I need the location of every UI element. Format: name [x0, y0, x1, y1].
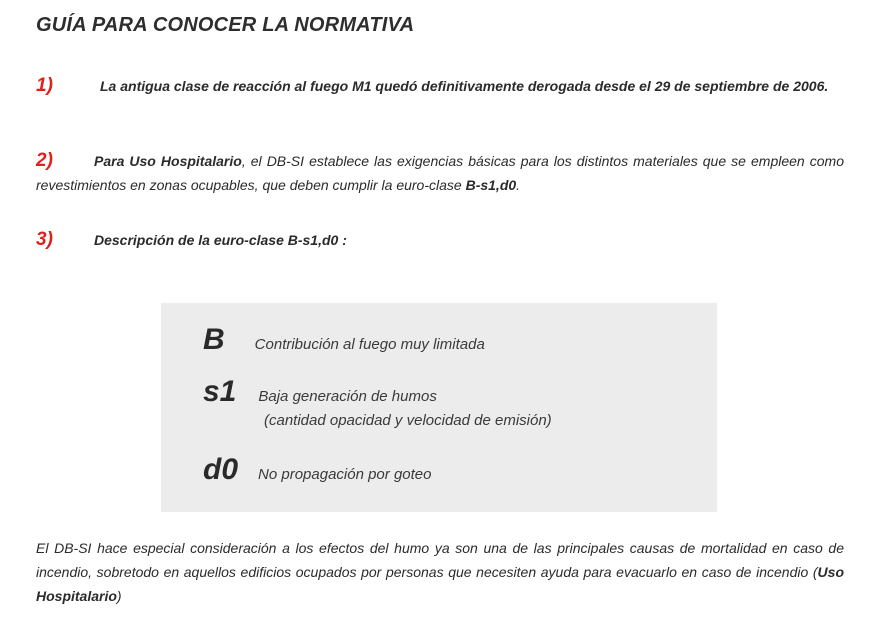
list-item-1: [36, 74, 844, 98]
footer-end: ): [116, 588, 122, 604]
footer-bold: Uso Hospitalario: [36, 564, 844, 604]
item-text: La antigua clase de reacción al fuego M1 quedó definitivamente derogada desde el 29 de septiembre de 2006.: [100, 78, 829, 94]
class-code: d0: [203, 453, 239, 486]
list-item-3: [36, 228, 844, 252]
class-code: s1: [203, 375, 237, 408]
item-tail: .: [516, 177, 521, 193]
footer-text: El DB-SI hace especial consideración a los efectos del humo ya son una de las principales causas de mortalidad en caso de incendio, sobretodo en aquellos edificios ocupados por personas que necesiten ayuda para evacuarlo en caso de incendio (: [36, 540, 844, 580]
euroclass-box: [161, 303, 717, 512]
class-description: No propagación por goteo: [258, 466, 432, 483]
class-code: B: [203, 323, 225, 356]
item-text: , el DB-SI establece las exigencias básicas para los distintos materiales que se empleen como revestimientos en zonas ocupables, que deben cumplir la euro-clase: [36, 153, 844, 193]
item-tail-bold: B-s1,d0: [465, 177, 517, 193]
item-number: 1): [36, 75, 53, 96]
item-lead-bold: Para Uso Hospitalario: [94, 153, 242, 169]
class-description: Baja generación de humos: [258, 388, 437, 405]
class-row-s1: [203, 375, 437, 409]
item-number: 2): [36, 150, 53, 171]
class-row-b: [203, 323, 485, 357]
item-text: Descripción de la euro-clase B-s1,d0 :: [94, 232, 347, 248]
class-note: (cantidad opacidad y velocidad de emisión): [264, 412, 552, 429]
list-item-2: [36, 149, 844, 197]
class-row-d0: [203, 453, 431, 487]
footer-paragraph: [36, 536, 844, 608]
item-number: 3): [36, 229, 53, 250]
class-description: Contribución al fuego muy limitada: [254, 336, 485, 353]
page-title: GUÍA PARA CONOCER LA NORMATIVA: [36, 14, 415, 36]
